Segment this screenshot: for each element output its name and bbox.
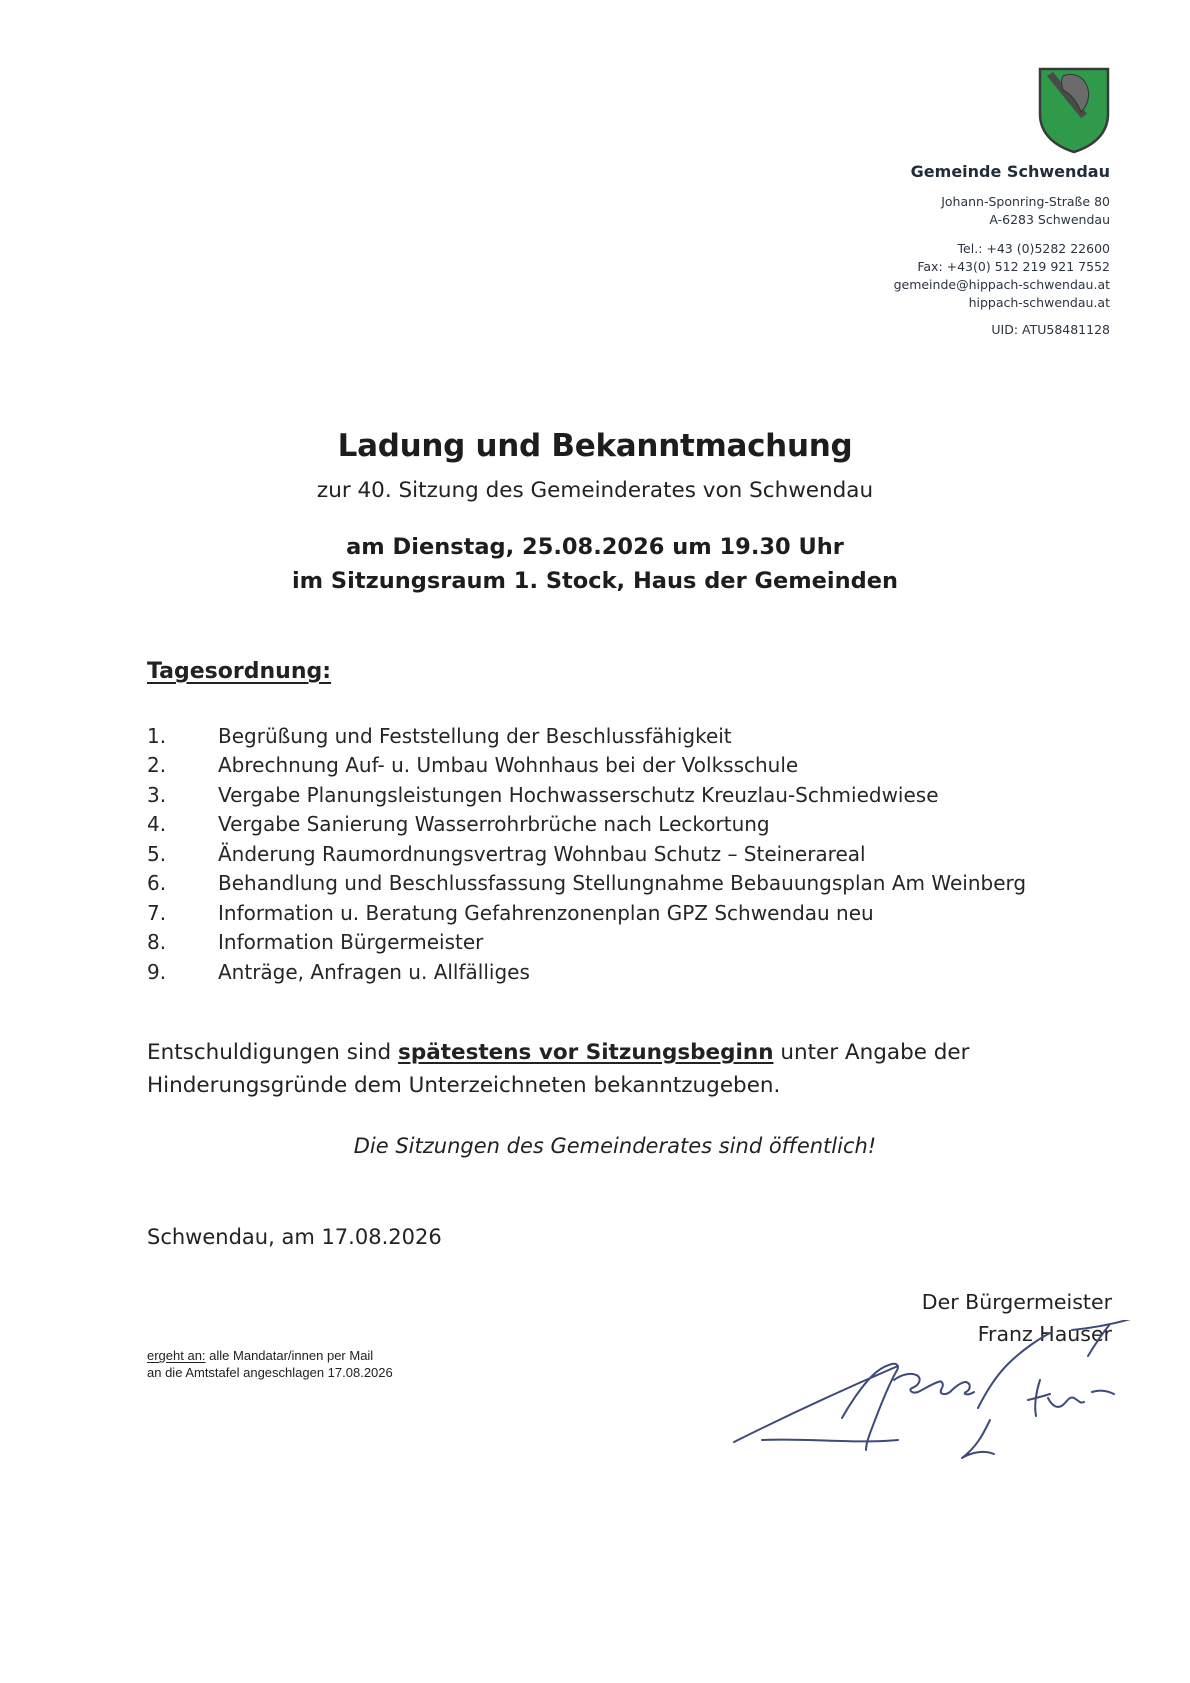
distribution-label: ergeht an: [147, 1348, 206, 1363]
agenda-item-text: Begrüßung und Feststellung der Beschlussfähigkeit [218, 723, 732, 748]
agenda-item [147, 869, 1097, 899]
document-title: Ladung und Bekanntmachung [337, 428, 853, 464]
agenda-item [147, 957, 1097, 987]
signatory-name: Franz Hauser [977, 1322, 1112, 1346]
distribution-note [147, 1347, 393, 1381]
agenda-item-number: 2. [147, 753, 167, 778]
document-subtitle: zur 40. Sitzung des Gemeinderates von Schwendau [316, 478, 874, 503]
agenda-item-number: 8. [147, 930, 167, 955]
agenda-item [147, 810, 1097, 840]
excuse-deadline-emphasis: spätestens vor Sitzungsbeginn [398, 1040, 774, 1065]
phone-number: Tel.: +43 (0)5282 22600 [957, 241, 1110, 256]
agenda-item-number: 4. [147, 812, 167, 837]
public-notice: Die Sitzungen des Gemeinderates sind öffentlich! [353, 1134, 877, 1158]
distribution-line-1: alle Mandatar/innen per Mail [205, 1348, 374, 1363]
agenda-item [147, 898, 1097, 928]
agenda-heading: Tagesordnung: [147, 659, 332, 684]
agenda-item-number: 3. [147, 782, 167, 807]
agenda-item-text: Abrechnung Auf- u. Umbau Wohnhaus bei der Volksschule [218, 753, 799, 778]
agenda-item-text: Behandlung und Beschlussfassung Stellungnahme Bebauungsplan Am Weinberg [218, 871, 1027, 896]
excuse-text-start: Entschuldigungen sind [147, 1040, 399, 1065]
uid-number: UID: ATU58481128 [991, 322, 1110, 337]
agenda-list [147, 721, 1097, 987]
agenda-item [147, 839, 1097, 869]
meeting-date: am Dienstag, 25.08.2026 um 19.30 Uhr [346, 534, 844, 560]
signatory-role: Der Bürgermeister [921, 1290, 1112, 1314]
letterhead [894, 162, 1110, 339]
agenda-item [147, 780, 1097, 810]
distribution-line-2: an die Amtstafel angeschlagen 17.08.2026 [147, 1365, 393, 1380]
meeting-location: im Sitzungsraum 1. Stock, Haus der Gemeinden [291, 568, 899, 594]
address-street: Johann-Sponring-Straße 80 [941, 194, 1110, 209]
agenda-item-number: 1. [147, 723, 167, 748]
excuse-notice [147, 1036, 1127, 1102]
agenda-item-text: Information Bürgermeister [218, 930, 484, 955]
email-address: gemeinde@hippach-schwendau.at [893, 277, 1110, 292]
agenda-item-text: Anträge, Anfragen u. Allfälliges [218, 959, 530, 984]
agenda-item [147, 928, 1097, 958]
agenda-item-number: 9. [147, 959, 167, 984]
agenda-item [147, 751, 1097, 781]
fax-number: Fax: +43(0) 512 219 921 7552 [917, 259, 1110, 274]
agenda-item-text: Vergabe Planungsleistungen Hochwasserschutz Kreuzlau-Schmiedwiese [218, 782, 939, 807]
agenda-item-number: 7. [147, 900, 167, 925]
excuse-text-end: unter Angabe der Hinderungsgründe dem Unterzeichneten bekanntzugeben. [147, 1040, 970, 1098]
place-and-date: Schwendau, am 17.08.2026 [147, 1225, 442, 1249]
website: hippach-schwendau.at [968, 295, 1110, 310]
address-city: A-6283 Schwendau [989, 212, 1110, 227]
agenda-item-text: Vergabe Sanierung Wasserrohrbrüche nach Leckortung [218, 812, 770, 837]
agenda-item-text: Änderung Raumordnungsvertrag Wohnbau Schutz – Steinerareal [218, 841, 866, 866]
agenda-item-text: Information u. Beratung Gefahrenzonenplan GPZ Schwendau neu [218, 900, 874, 925]
agenda-item-number: 6. [147, 871, 167, 896]
handwritten-signature [722, 1320, 1162, 1480]
municipality-name: Gemeinde Schwendau [910, 162, 1110, 181]
agenda-item [147, 721, 1097, 751]
agenda-item-number: 5. [147, 841, 167, 866]
municipal-crest [1037, 66, 1111, 154]
